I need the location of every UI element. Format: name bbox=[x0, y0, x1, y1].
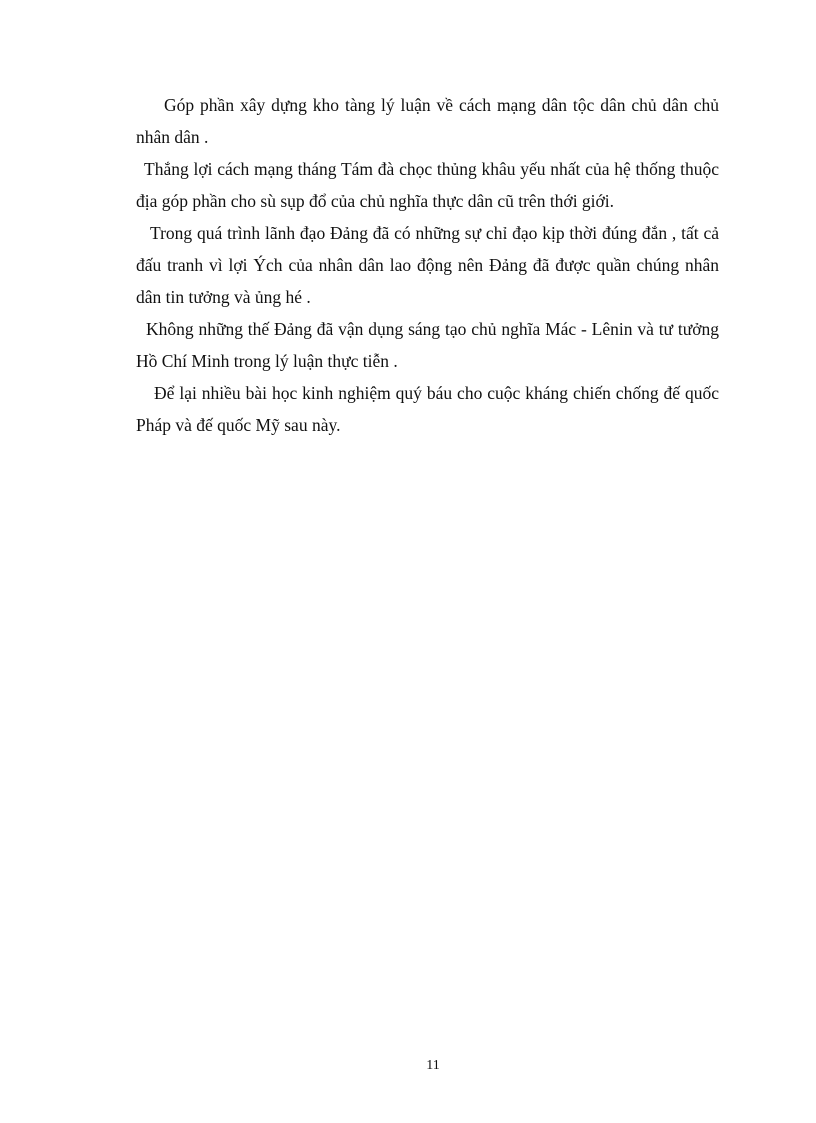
paragraph-4: Không những thế Đảng đã vận dụng sáng tạo chủ nghĩa Mác - Lênin và tư tưởng Hồ Chí Minh trong lý luận thực tiễn . bbox=[136, 319, 719, 371]
page-number: 11 bbox=[426, 1058, 440, 1073]
paragraph-3: Trong quá trình lãnh đạo Đảng đã có những sự chỉ đạo kịp thời đúng đắn , tất cả đấu tranh vì lợi Ých của nhân dân lao động nên Đảng đã được quần chúng nhân dân tin tưởng và ủng hé . bbox=[136, 223, 719, 307]
paragraph-5: Để lại nhiều bài học kinh nghiệm quý báu cho cuộc kháng chiến chống đế quốc Pháp và đế quốc Mỹ sau này. bbox=[136, 383, 719, 435]
paragraph-2: Thắng lợi cách mạng tháng Tám đà chọc thủng khâu yếu nhất của hệ thống thuộc địa góp phần cho sù sụp đổ của chủ nghĩa thực dân cũ trên thới giới. bbox=[136, 159, 719, 211]
document-body bbox=[136, 89, 719, 441]
paragraph-1: Góp phần xây dựng kho tàng lý luận về cách mạng dân tộc dân chủ dân chủ nhân dân . bbox=[136, 95, 719, 147]
